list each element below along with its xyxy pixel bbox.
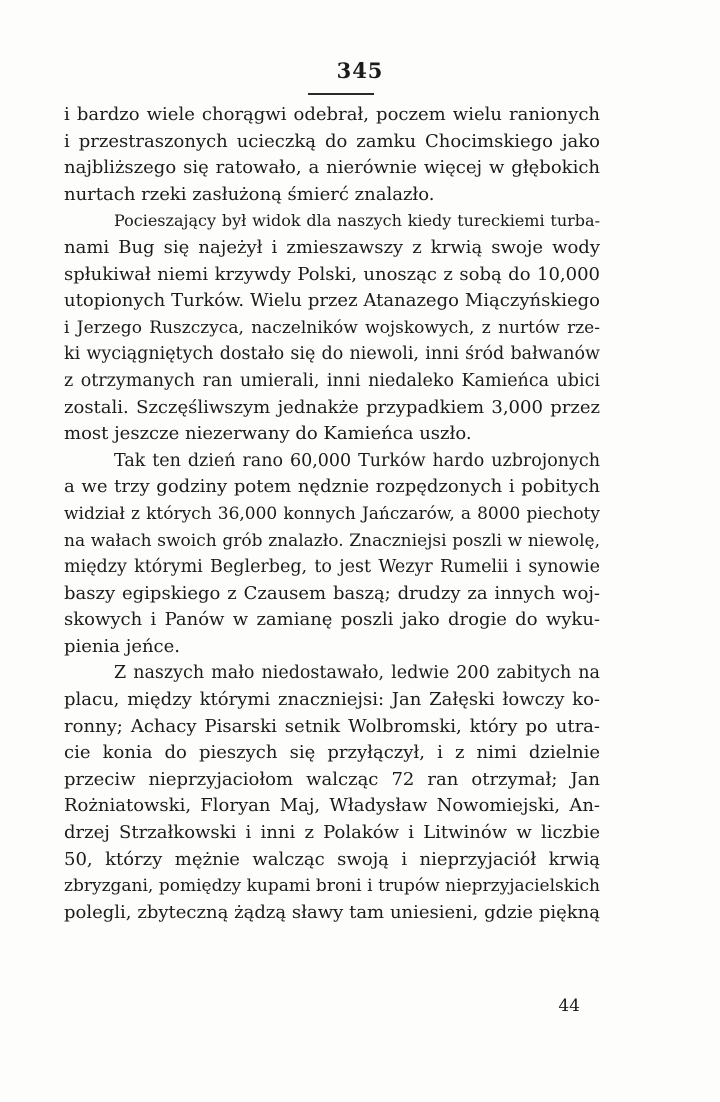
text-line: baszy egipskiego z Czausem baszą; drudzy za innych woj- xyxy=(64,582,600,604)
text-line: zbryzgani, pomiędzy kupami broni i trupów nieprzyjacielskich xyxy=(64,876,600,897)
text-line: i bardzo wiele chorągwi odebrał, poczem wielu ranionych xyxy=(64,104,600,125)
text-line: widział z których 36,000 konnych Jańczarów, a 8000 piechoty xyxy=(64,503,600,524)
text-line: i przestraszonych ucieczką do zamku Chocimskiego jako xyxy=(64,130,600,152)
text-line: a we trzy godziny potem nędznie rozpędzonych i pobitych xyxy=(64,476,600,498)
page-body xyxy=(64,102,600,926)
text-line: polegli, zbyteczną żądzą sławy tam uniesieni, gdzie piękną xyxy=(64,901,600,923)
text-line: skowych i Panów w zamianę poszli jako drogie do wyku- xyxy=(64,609,600,631)
text-line: utopionych Turków. Wielu przez Atanazego Miączyńskiego xyxy=(64,290,600,312)
text-line: zostali. Szczęśliwszym jednakże przypadkiem 3,000 przez xyxy=(64,396,600,418)
page-number-rule xyxy=(308,93,374,95)
text-line: przeciw nieprzyjaciołom walcząc 72 ran otrzymał; Jan xyxy=(64,768,600,790)
text-line: z otrzymanych ran umierali, inni niedaleko Kamieńca ubici xyxy=(64,370,600,391)
text-line: Z naszych mało niedostawało, ledwie 200 zabitych na xyxy=(114,663,600,684)
signature-mark: 44 xyxy=(558,996,580,1016)
text-line: Rożniatowski, Floryan Maj, Władysław Nowomiejski, An- xyxy=(64,795,600,817)
text-line: i Jerzego Ruszczyca, naczelników wojskowych, z nurtów rze- xyxy=(64,317,600,338)
text-line: Pocieszający był widok dla naszych kiedy tureckiemi turba- xyxy=(114,211,600,231)
page-number: 345 xyxy=(336,58,384,83)
text-line: ki wyciągniętych dostało się do niewoli, inni śród bałwanów xyxy=(64,344,600,365)
text-line: ronny; Achacy Pisarski setnik Wolbromski, który po utra- xyxy=(64,715,600,737)
text-line: placu, między którymi znaczniejsi: Jan Załęski łowczy ko- xyxy=(64,689,600,711)
text-line: Tak ten dzień rano 60,000 Turków hardo uzbrojonych xyxy=(114,450,600,471)
text-line: spłukiwał niemi krzywdy Polski, unosząc z sobą do 10,000 xyxy=(64,263,600,285)
text-line: nurtach rzeki zasłużoną śmierć znalazło. xyxy=(64,183,435,205)
text-line: drzej Strzałkowski i inni z Polaków i Litwinów w liczbie xyxy=(64,822,600,844)
text-line: 50, którzy mężnie walcząc swoją i nieprzyjaciół krwią xyxy=(64,848,600,870)
text-line: pienia jeńce. xyxy=(64,635,181,657)
text-line: nami Bug się najeżył i zmieszawszy z krwią swoje wody xyxy=(64,236,600,258)
text-line: między którymi Beglerbeg, to jest Wezyr Rumelii i synowie xyxy=(64,557,600,578)
text-line: na wałach swoich grób znalazło. Znaczniejsi poszli w niewolę, xyxy=(64,530,600,551)
text-line: cie konia do pieszych się przyłączył, i z nimi dzielnie xyxy=(64,742,600,764)
text-line: najbliższego się ratowało, a nierównie więcej w głębokich xyxy=(64,157,600,179)
text-line: most jeszcze niezerwany do Kamieńca uszło. xyxy=(64,423,472,445)
